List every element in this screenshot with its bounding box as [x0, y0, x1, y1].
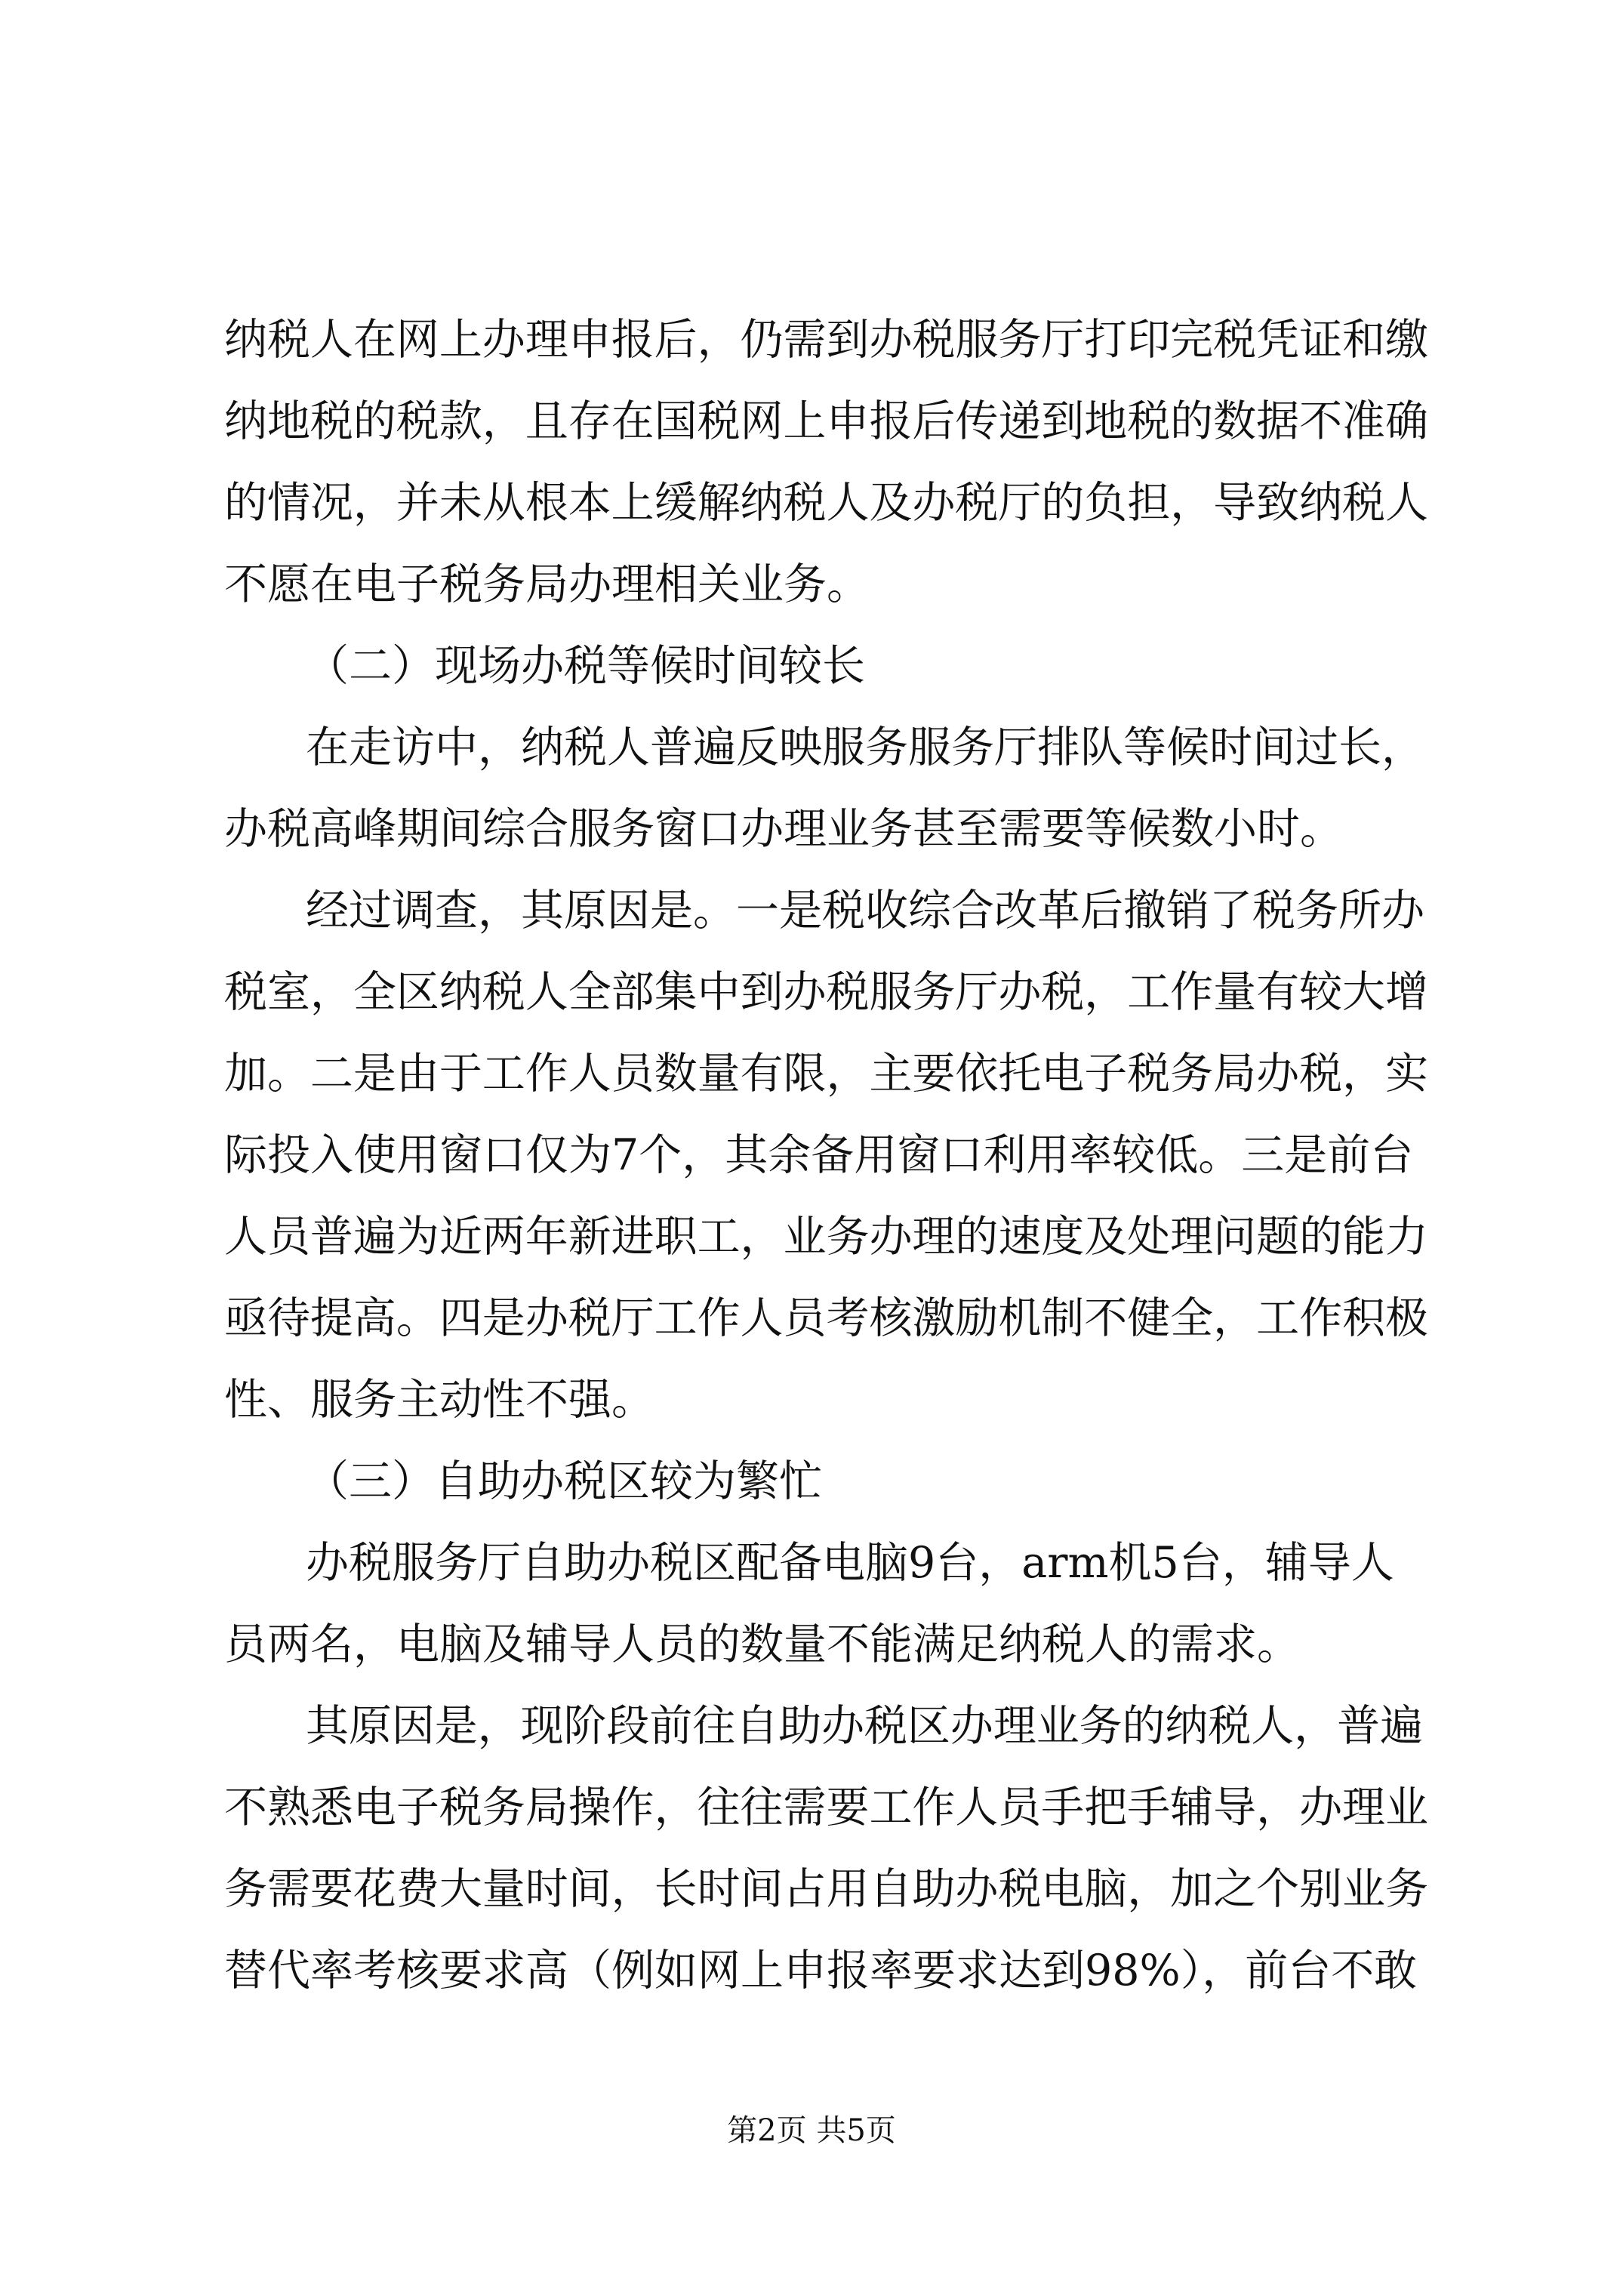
text-line: [0, 871, 1623, 950]
line-text: 在走访中，纳税人普遍反映服务服务厅排队等候时间过长，: [306, 723, 1424, 772]
line-text: 税室，全区纳税人全部集中到办税服务厅办税，工作量有较大增: [224, 967, 1428, 1017]
line-text: 性、服务主动性不强。: [224, 1375, 654, 1425]
heading-text: （三）自助办税区较为繁忙: [306, 1456, 822, 1506]
text-line: [0, 545, 1623, 624]
line-text: 人员普遍为近两年新进职工，业务办理的速度及处理问题的能力: [224, 1212, 1428, 1262]
text-line: [0, 1605, 1623, 1684]
line-text: 加。二是由于工作人员数量有限，主要依托电子税务局办税，实: [224, 1049, 1428, 1099]
line-text: 办税服务厅自助办税区配备电脑9台，arm机5台，辅导人: [306, 1538, 1394, 1588]
line-text: 办税高峰期间综合服务窗口办理业务甚至需要等候数小时。: [224, 804, 1343, 854]
line-text: 务需要花费大量时间，长时间占用自助办税电脑，加之个别业务: [224, 1864, 1428, 1914]
text-line: [0, 1197, 1623, 1276]
text-line: [0, 1034, 1623, 1113]
text-line: [0, 1524, 1623, 1602]
text-line: [0, 464, 1623, 542]
line-text: 纳地税的税款，且存在国税网上申报后传递到地税的数据不准确: [224, 396, 1428, 446]
section-heading: [0, 627, 1623, 705]
section-heading: [0, 1442, 1623, 1521]
line-text: 员两名，电脑及辅导人员的数量不能满足纳税人的需求。: [224, 1620, 1300, 1669]
line-text: 不熟悉电子税务局操作，往往需要工作人员手把手辅导，办理业: [224, 1783, 1428, 1832]
line-text: 不愿在电子税务局办理相关业务。: [224, 559, 870, 609]
line-text: 替代率考核要求高（例如网上申报率要求达到98%），前台不敢: [224, 1946, 1418, 1996]
line-text: 际投入使用窗口仅为7个，其余备用窗口利用率较低。三是前台: [224, 1130, 1414, 1180]
text-line: [0, 1279, 1623, 1358]
heading-text: （二）现场办税等候时间较长: [306, 641, 865, 691]
text-line: [0, 1361, 1623, 1439]
text-line: [0, 1116, 1623, 1194]
line-text: 纳税人在网上办理申报后，仍需到办税服务厅打印完税凭证和缴: [224, 315, 1428, 365]
text-line: [0, 790, 1623, 868]
text-line: [0, 1687, 1623, 1765]
text-line: [0, 1850, 1623, 1928]
line-text: 其原因是，现阶段前往自助办税区办理业务的纳税人，普遍: [306, 1701, 1423, 1751]
line-text: 经过调查，其原因是。一是税收综合改革后撤销了税务所办: [306, 886, 1424, 935]
text-line: [0, 382, 1623, 461]
text-line: [0, 1931, 1623, 2010]
text-line: [0, 953, 1623, 1031]
line-text: 的情况，并未从根本上缓解纳税人及办税厅的负担，导致纳税人: [224, 478, 1428, 528]
text-line: [0, 1768, 1623, 1847]
line-text: 亟待提高。四是办税厅工作人员考核激励机制不健全，工作积极: [224, 1293, 1428, 1343]
text-line: [0, 708, 1623, 787]
page-number-footer: 第2页 共5页: [727, 2113, 896, 2148]
text-line: [0, 300, 1623, 379]
